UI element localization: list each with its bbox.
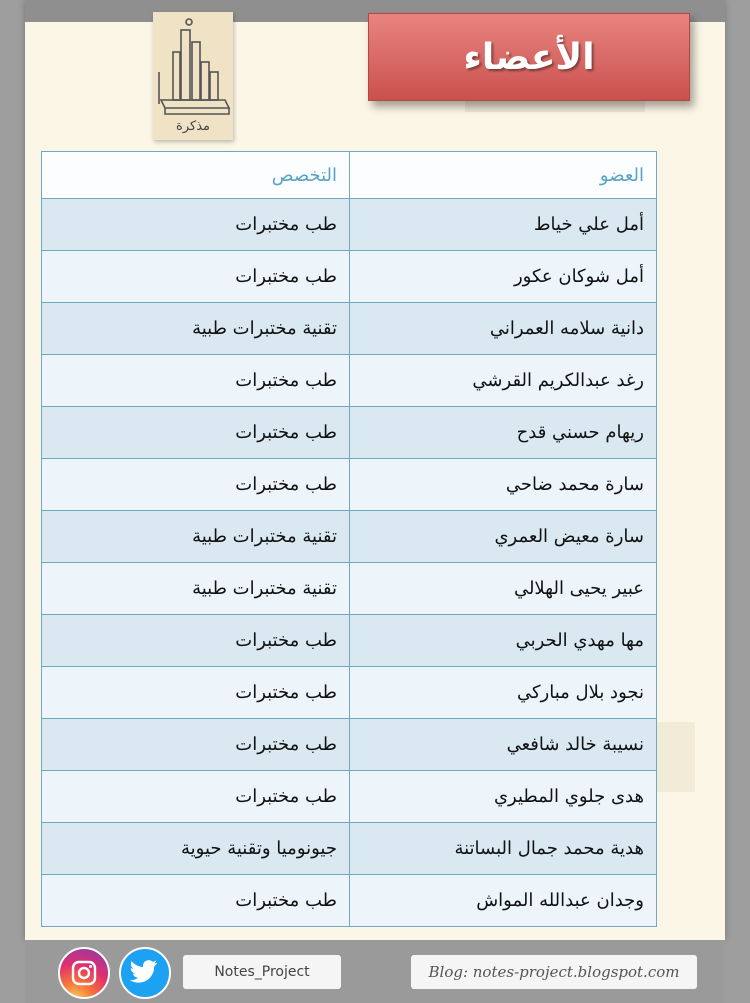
member-name-cell: سارة معيض العمري <box>350 511 657 563</box>
column-header-member: العضو <box>350 152 657 199</box>
table-row <box>42 771 657 823</box>
table-row <box>42 355 657 407</box>
blog-link: Blog: notes-project.blogspot.com <box>428 963 680 981</box>
specialty-cell: تقنية مختبرات طبية <box>42 563 350 615</box>
project-handle-box[interactable] <box>183 955 341 989</box>
member-name-cell: مها مهدي الحربي <box>350 615 657 667</box>
twitter-icon[interactable] <box>119 947 171 999</box>
specialty-cell: طب مختبرات <box>42 615 350 667</box>
member-name-cell: هدى جلوي المطيري <box>350 771 657 823</box>
specialty-cell: تقنية مختبرات طبية <box>42 511 350 563</box>
member-name-cell: أمل شوكان عكور <box>350 251 657 303</box>
column-header-specialty: التخصص <box>42 152 350 199</box>
member-name-cell: عبير يحيى الهلالي <box>350 563 657 615</box>
member-name-cell: أمل علي خياط <box>350 199 657 251</box>
footer-bar <box>25 940 725 1003</box>
logo-caption: مذكرة <box>176 119 210 134</box>
members-table <box>41 151 657 927</box>
member-name-cell: دانية سلامه العمراني <box>350 303 657 355</box>
table-row <box>42 719 657 771</box>
table-row <box>42 511 657 563</box>
table-row <box>42 615 657 667</box>
member-name-cell: نجود بلال مباركي <box>350 667 657 719</box>
specialty-cell: طب مختبرات <box>42 199 350 251</box>
table-row <box>42 459 657 511</box>
instagram-glyph-icon <box>70 959 98 987</box>
specialty-cell: طب مختبرات <box>42 459 350 511</box>
specialty-cell: تقنية مختبرات طبية <box>42 303 350 355</box>
table-row <box>42 875 657 927</box>
specialty-cell: طب مختبرات <box>42 771 350 823</box>
specialty-cell: جيونوميا وتقنية حيوية <box>42 823 350 875</box>
specialty-cell: طب مختبرات <box>42 355 350 407</box>
table-row <box>42 251 657 303</box>
table-row <box>42 667 657 719</box>
member-name-cell: سارة محمد ضاحي <box>350 459 657 511</box>
page-title: الأعضاء <box>463 36 595 78</box>
table-row <box>42 823 657 875</box>
member-name-cell: ريهام حسني قدح <box>350 407 657 459</box>
instagram-icon[interactable] <box>58 947 110 999</box>
specialty-cell: طب مختبرات <box>42 407 350 459</box>
member-name-cell: رغد عبدالكريم القرشي <box>350 355 657 407</box>
member-name-cell: هدية محمد جمال البساتنة <box>350 823 657 875</box>
title-banner <box>368 13 690 101</box>
table-row <box>42 303 657 355</box>
blog-link-box[interactable] <box>411 955 697 989</box>
project-handle: Notes_Project <box>214 964 310 980</box>
logo <box>153 12 233 140</box>
member-name-cell: نسيبة خالد شافعي <box>350 719 657 771</box>
specialty-cell: طب مختبرات <box>42 251 350 303</box>
table-row <box>42 563 657 615</box>
table-row <box>42 407 657 459</box>
building-logo-icon <box>153 12 233 122</box>
specialty-cell: طب مختبرات <box>42 719 350 771</box>
specialty-cell: طب مختبرات <box>42 875 350 927</box>
table-row <box>42 199 657 251</box>
specialty-cell: طب مختبرات <box>42 667 350 719</box>
table-header-row <box>42 152 657 199</box>
member-name-cell: وجدان عبدالله المواش <box>350 875 657 927</box>
twitter-bird-icon <box>130 960 160 986</box>
